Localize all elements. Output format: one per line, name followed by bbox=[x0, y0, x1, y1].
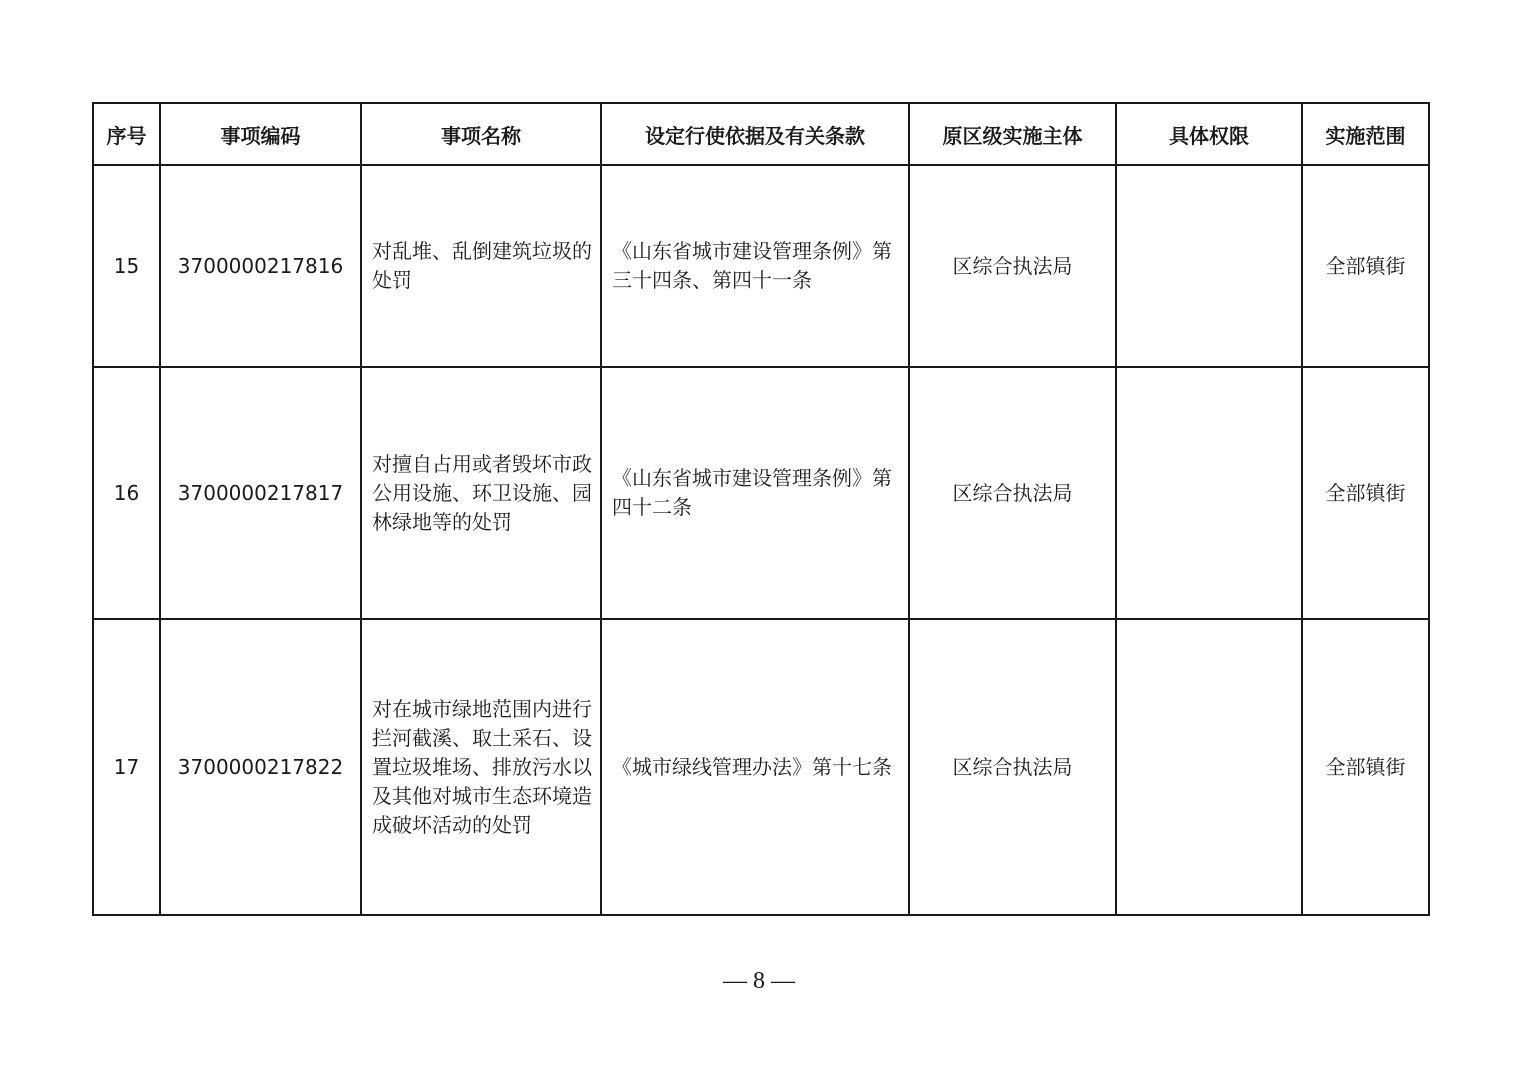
cell-authority bbox=[1116, 165, 1302, 367]
cell-scope: 全部镇街 bbox=[1302, 619, 1429, 915]
cell-code: 3700000217817 bbox=[160, 367, 361, 619]
cell-authority bbox=[1116, 367, 1302, 619]
cell-index: 17 bbox=[93, 619, 160, 915]
cell-name: 对在城市绿地范围内进行拦河截溪、取土采石、设置垃圾堆场、排放污水以及其他对城市生态环境造成破坏活动的处罚 bbox=[361, 619, 601, 915]
cell-basis: 《城市绿线管理办法》第十七条 bbox=[601, 619, 909, 915]
authority-list-table bbox=[92, 102, 1430, 916]
cell-name: 对擅自占用或者毁坏市政公用设施、环卫设施、园林绿地等的处罚 bbox=[361, 367, 601, 619]
table-row bbox=[93, 619, 1429, 915]
table-row bbox=[93, 165, 1429, 367]
header-index: 序号 bbox=[93, 103, 160, 165]
table-header-row bbox=[93, 103, 1429, 165]
page-number: — 8 — bbox=[723, 968, 795, 994]
cell-scope: 全部镇街 bbox=[1302, 165, 1429, 367]
header-subject: 原区级实施主体 bbox=[909, 103, 1116, 165]
header-authority: 具体权限 bbox=[1116, 103, 1302, 165]
header-scope: 实施范围 bbox=[1302, 103, 1429, 165]
cell-basis: 《山东省城市建设管理条例》第四十二条 bbox=[601, 367, 909, 619]
cell-index: 16 bbox=[93, 367, 160, 619]
cell-code: 3700000217822 bbox=[160, 619, 361, 915]
header-code: 事项编码 bbox=[160, 103, 361, 165]
cell-code: 3700000217816 bbox=[160, 165, 361, 367]
cell-authority bbox=[1116, 619, 1302, 915]
cell-name: 对乱堆、乱倒建筑垃圾的处罚 bbox=[361, 165, 601, 367]
cell-subject: 区综合执法局 bbox=[909, 165, 1116, 367]
header-basis: 设定行使依据及有关条款 bbox=[601, 103, 909, 165]
cell-index: 15 bbox=[93, 165, 160, 367]
cell-scope: 全部镇街 bbox=[1302, 367, 1429, 619]
header-name: 事项名称 bbox=[361, 103, 601, 165]
cell-basis: 《山东省城市建设管理条例》第三十四条、第四十一条 bbox=[601, 165, 909, 367]
table-row bbox=[93, 367, 1429, 619]
cell-subject: 区综合执法局 bbox=[909, 619, 1116, 915]
cell-subject: 区综合执法局 bbox=[909, 367, 1116, 619]
